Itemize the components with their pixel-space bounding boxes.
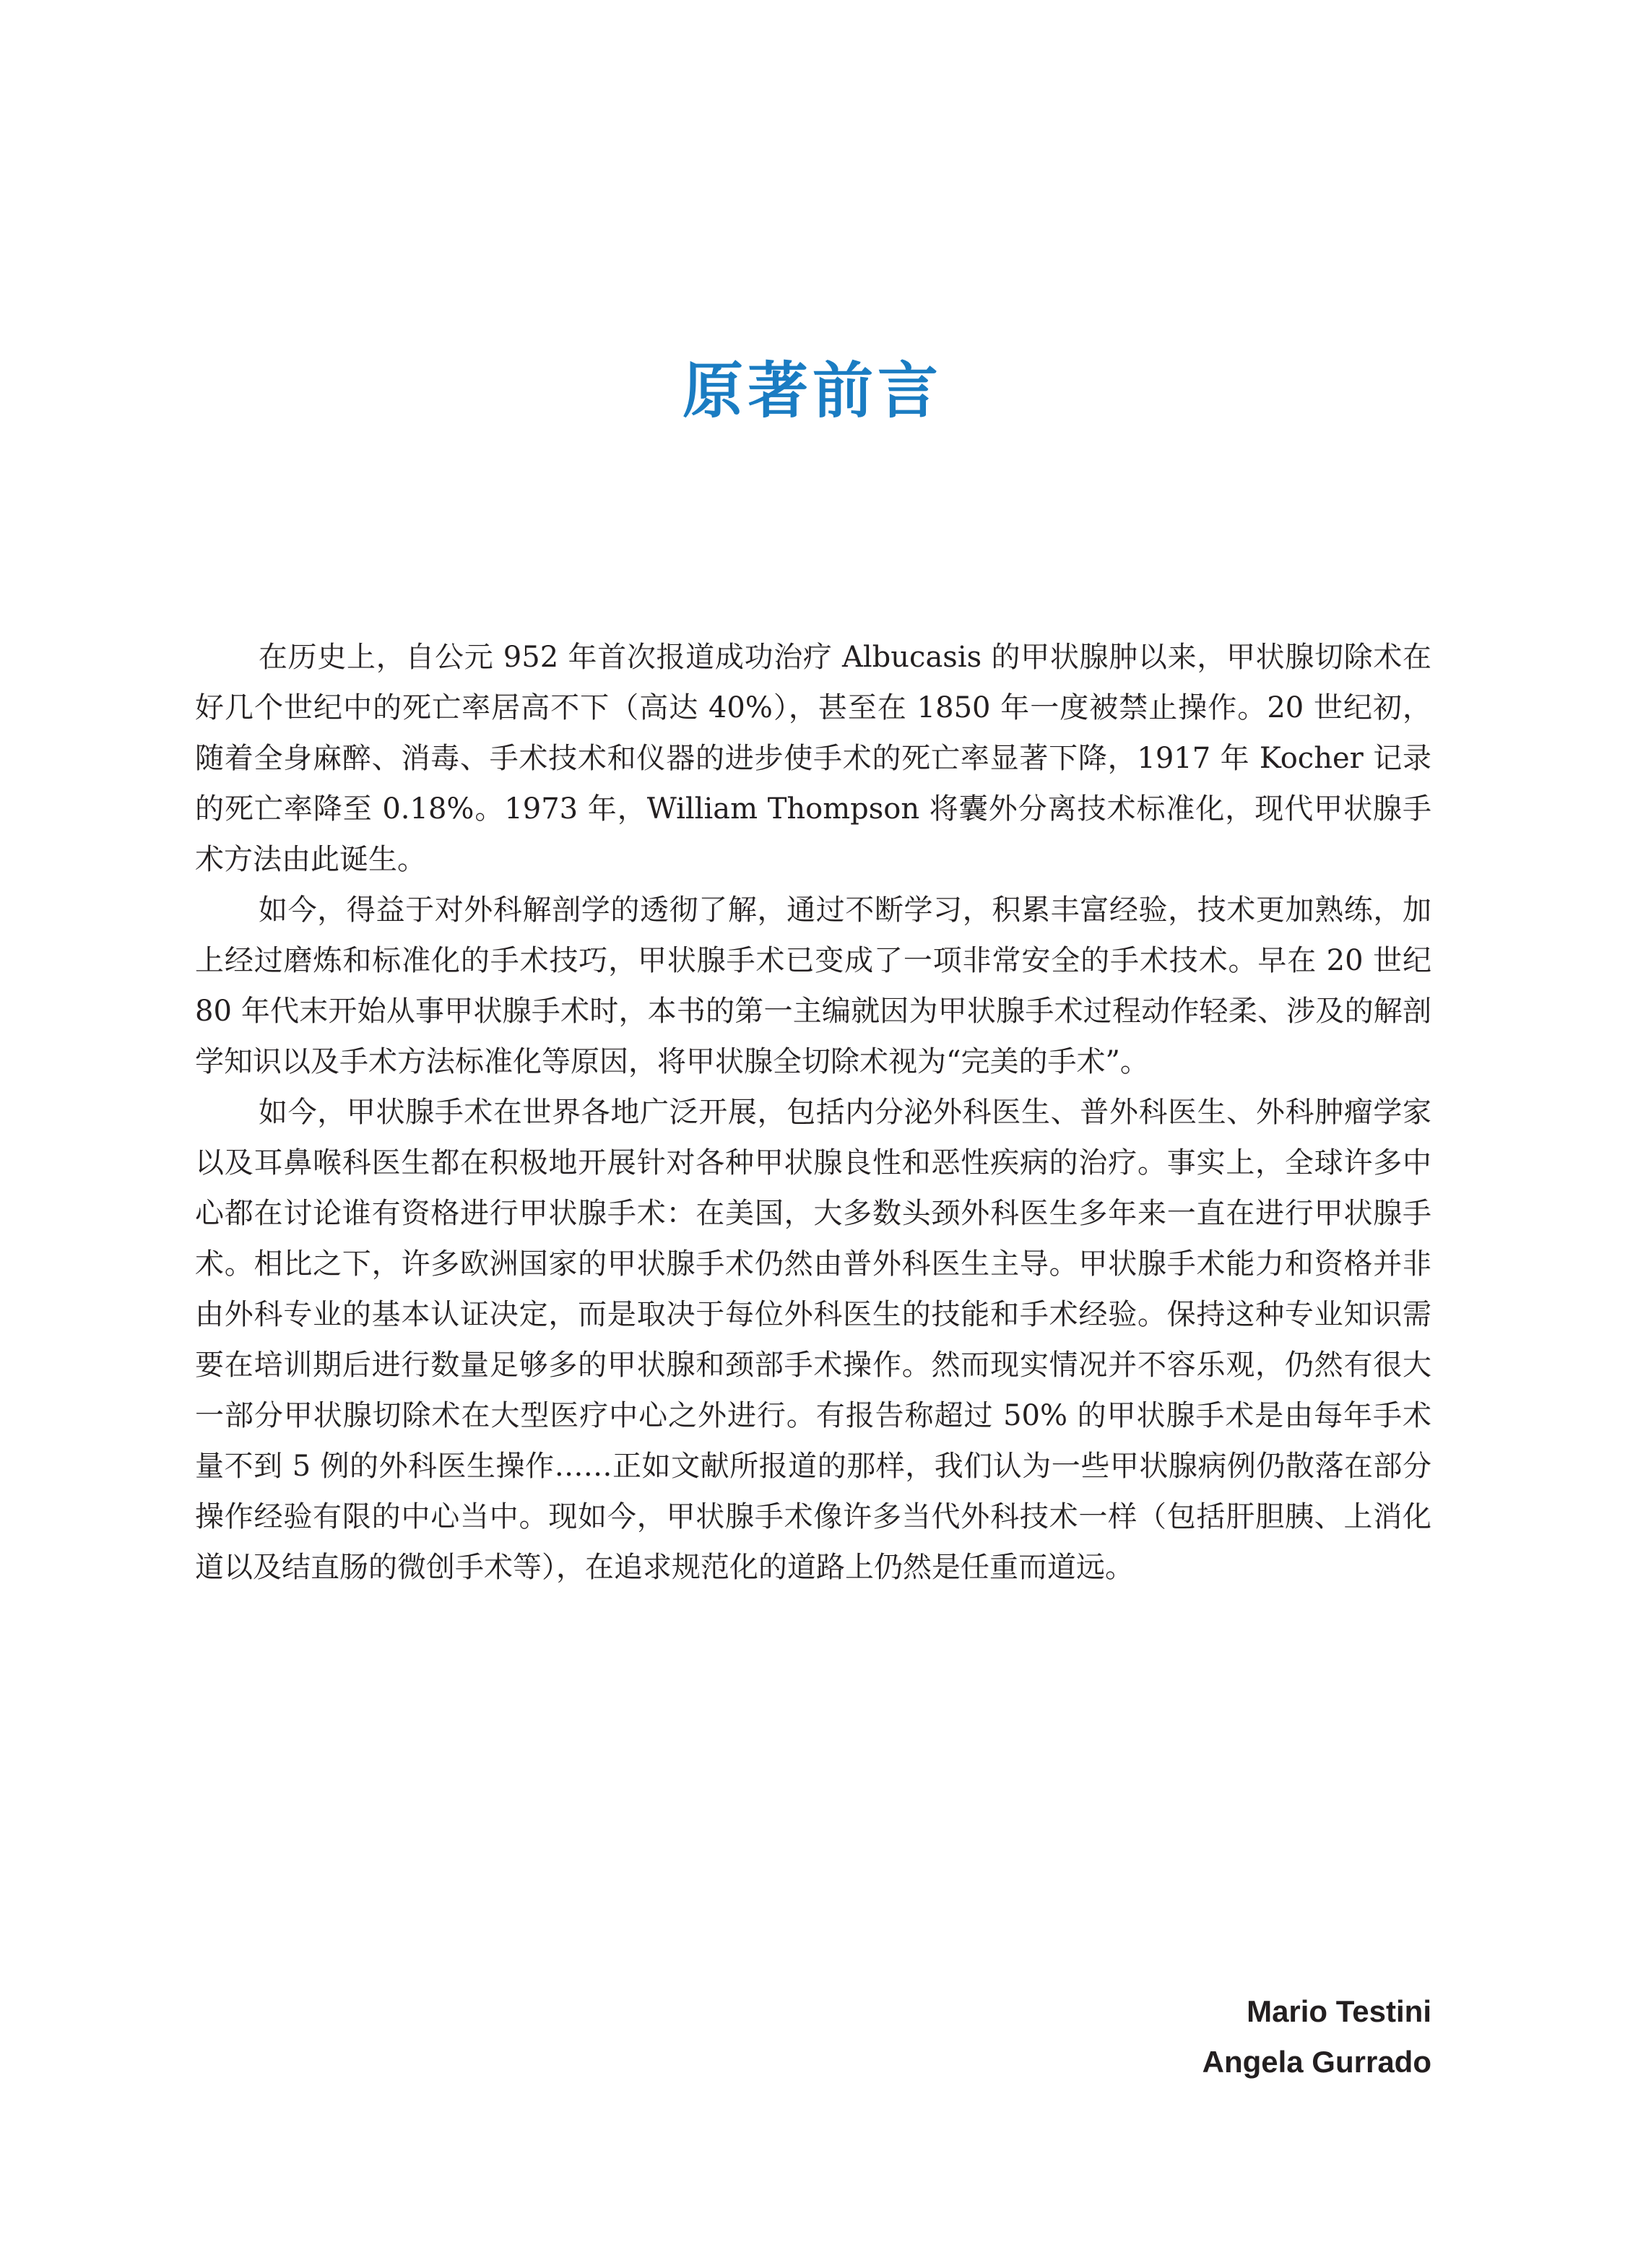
paragraph-2: 如今，得益于对外科解剖学的透彻了解，通过不断学习，积累丰富经验，技术更加熟练，加上经过磨炼和标准化的手术技巧，甲状腺手术已变成了一项非常安全的手术技术。早在 20 世纪 80 年代末开始从事甲状腺手术时，本书的第一主编就因为甲状腺手术过程动作轻柔、涉及的解剖学知识以及手术方法标准化等原因，将甲状腺全切除术视为“完美的手术”。 bbox=[195, 893, 1431, 1078]
paragraph-1: 在历史上，自公元 952 年首次报道成功治疗 Albucasis 的甲状腺肿以来，甲状腺切除术在好几个世纪中的死亡率居高不下（高达 40%），甚至在 1850 年一度被禁止操作。20 世纪初，随着全身麻醉、消毒、手术技术和仪器的进步使手术的死亡率显著下降，1917 年 Kocher 记录的死亡率降至 0.18%。1973 年，William Thompson 将囊外分离技术标准化，现代甲状腺手术方法由此诞生。 bbox=[195, 641, 1431, 876]
page-title: 原著前言 bbox=[682, 355, 942, 426]
author-name-1: Mario Testini bbox=[1247, 1994, 1431, 2028]
author-signatures bbox=[1202, 1986, 1431, 2087]
author-name-2: Angela Gurrado bbox=[1202, 2045, 1431, 2079]
paragraph-3: 如今，甲状腺手术在世界各地广泛开展，包括内分泌外科医生、普外科医生、外科肿瘤学家以及耳鼻喉科医生都在积极地开展针对各种甲状腺良性和恶性疾病的治疗。事实上，全球许多中心都在讨论谁有资格进行甲状腺手术：在美国，大多数头颈外科医生多年来一直在进行甲状腺手术。相比之下，许多欧洲国家的甲状腺手术仍然由普外科医生主导。甲状腺手术能力和资格并非由外科专业的基本认证决定，而是取决于每位外科医生的技能和手术经验。保持这种专业知识需要在培训期后进行数量足够多的甲状腺和颈部手术操作。然而现实情况并不容乐观，仍然有很大一部分甲状腺切除术在大型医疗中心之外进行。有报告称超过 50% 的甲状腺手术是由每年手术量不到 5 例的外科医生操作……正如文献所报道的那样，我们认为一些甲状腺病例仍散落在部分操作经验有限的中心当中。现如今，甲状腺手术像许多当代外科技术一样（包括肝胆胰、上消化道以及结直肠的微创手术等），在追求规范化的道路上仍然是任重而道远。 bbox=[195, 1096, 1431, 1584]
preface-body bbox=[195, 632, 1431, 1593]
